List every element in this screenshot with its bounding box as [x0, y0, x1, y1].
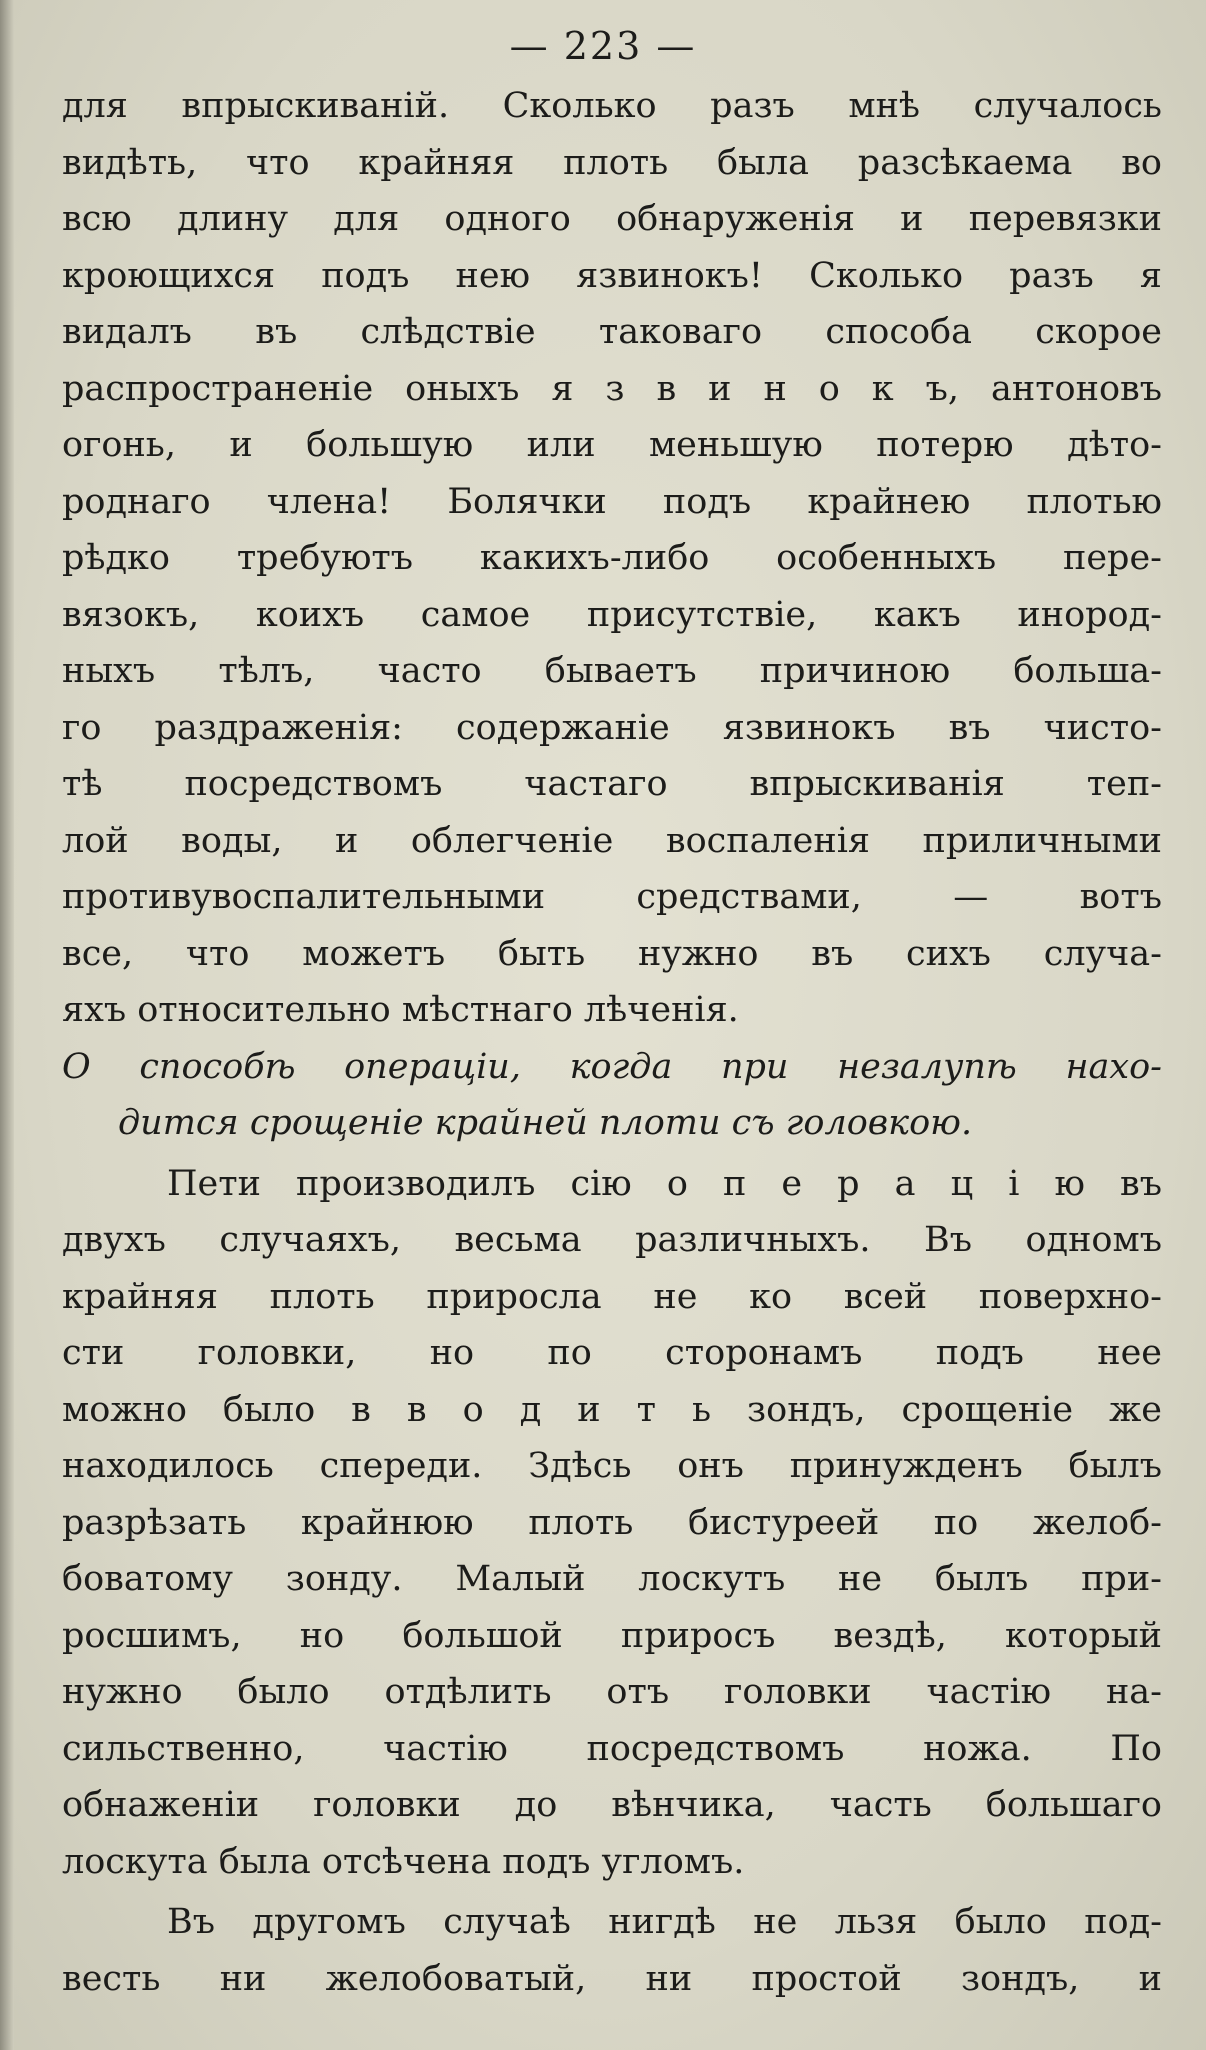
paragraph-first-line: Пети производилъ сію о п е р а ц і ю въ	[167, 1163, 1162, 1204]
text-line: все, что можетъ быть нужно въ сихъ случа-	[62, 933, 1162, 974]
text-line: для впрыскиваній. Сколько разъ мнѣ случалось	[62, 86, 1162, 126]
text-line: го раздраженія: содержаніе язвинокъ въ чисто-	[62, 707, 1162, 748]
section-heading-line: О способѣ операціи, когда при незалупѣ нахо-	[62, 1046, 1162, 1087]
text-line: боватому зонду. Малый лоскутъ не былъ при-	[62, 1559, 1162, 1599]
text-line: огонь, и большую или меньшую потерю дѣто-	[62, 425, 1162, 465]
text-line: лоскута была отсѣчена подъ угломъ.	[62, 1841, 745, 1882]
text-line: обнаженіи головки до вѣнчика, часть большаго	[62, 1785, 1162, 1825]
text-line: нужно было отдѣлить отъ головки частію на-	[62, 1672, 1162, 1712]
text-line: видалъ въ слѣдствіе таковаго способа скорое	[62, 312, 1162, 352]
paragraph-first-line: Въ другомъ случаѣ нигдѣ не льзя было под-	[167, 1902, 1162, 1942]
page-spine-shadow	[0, 0, 14, 2050]
page-body-text	[62, 78, 1162, 2007]
page-number: — 223 —	[509, 24, 697, 68]
text-line: противувоспалительными средствами, — вотъ	[62, 877, 1162, 917]
section-heading-line: дится срощеніе крайней плоти съ головкою.	[118, 1103, 973, 1143]
text-line: кроющихся подъ нею язвинокъ! Сколько разъ я	[62, 255, 1162, 296]
text-line: всю длину для одного обнаруженія и перевязки	[62, 199, 1162, 239]
text-line: лой воды, и облегченіе воспаленія приличными	[62, 820, 1162, 861]
text-line: яхъ относительно мѣстнаго лѣченія.	[62, 990, 739, 1030]
text-line: росшимъ, но большой приросъ вездѣ, который	[62, 1615, 1162, 1656]
text-line: сти головки, но по сторонамъ подъ нее	[62, 1333, 1162, 1373]
text-line: роднаго члена! Болячки подъ крайнею плотью	[62, 481, 1162, 522]
text-line: вязокъ, коихъ самое присутствіе, какъ инород-	[62, 594, 1162, 635]
text-line: видѣть, что крайняя плоть была разсѣкаема во	[62, 142, 1162, 183]
text-line: находилось спереди. Здѣсь онъ принужденъ былъ	[62, 1446, 1162, 1486]
text-line: ныхъ тѣлъ, часто бываетъ причиною большa-	[62, 651, 1162, 691]
text-line: крайняя плоть приросла не ко всей поверхно-	[62, 1276, 1162, 1317]
text-line: разрѣзать крайнюю плоть бистуреей по желоб-	[62, 1502, 1162, 1543]
text-line: весть ни желобоватый, ни простой зондъ, и	[62, 1958, 1162, 1999]
text-line: распространеніе оныхъ я з в и н о к ъ, антоновъ	[62, 368, 1162, 409]
text-line: тѣ посредствомъ частаго впрыскиванія теп-	[62, 764, 1162, 804]
text-line: сильственно, частію посредствомъ ножа. По	[62, 1728, 1162, 1769]
text-line: двухъ случаяхъ, весьма различныхъ. Въ одномъ	[62, 1220, 1162, 1260]
text-line: можно было в в о д и т ь зондъ, срощеніе же	[62, 1389, 1162, 1430]
text-line: рѣдко требуютъ какихъ-либо особенныхъ пере-	[62, 538, 1162, 578]
